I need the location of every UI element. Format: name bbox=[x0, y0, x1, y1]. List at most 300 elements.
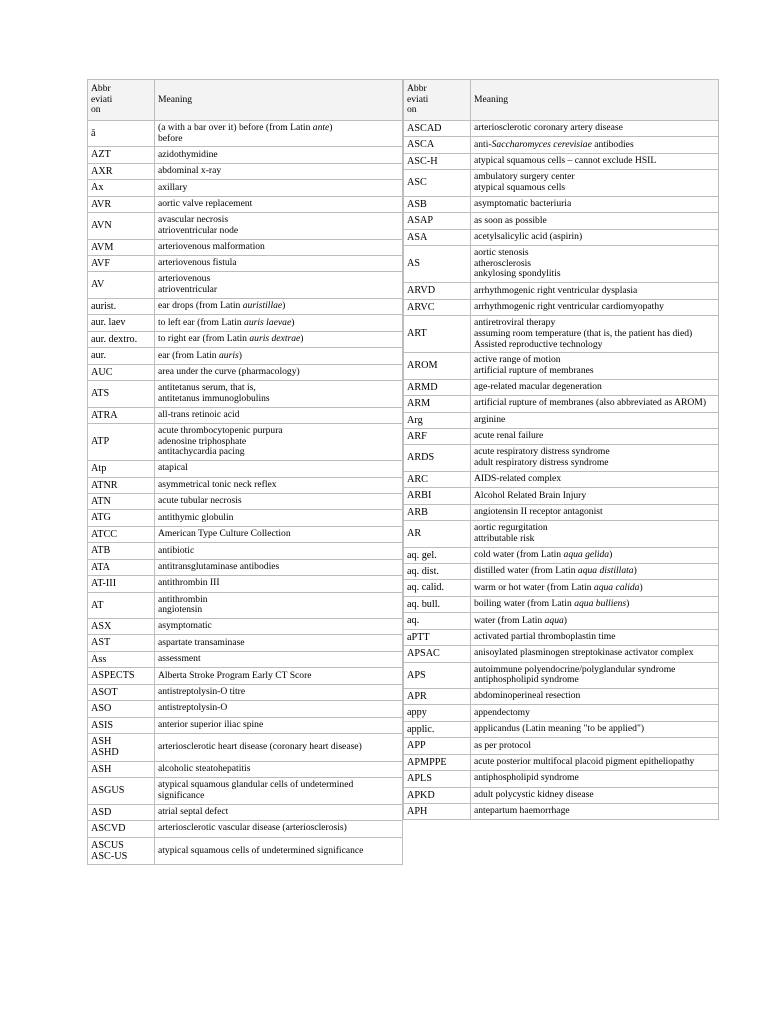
table-row bbox=[404, 471, 719, 487]
abbreviation-table-right bbox=[403, 79, 719, 820]
meaning-cell bbox=[471, 137, 719, 153]
abbreviation-cell: ASX bbox=[88, 618, 155, 634]
abbreviation-cell: AT-III bbox=[88, 576, 155, 592]
meaning-cell bbox=[155, 298, 403, 314]
meaning-cell bbox=[155, 778, 403, 804]
meaning-cell bbox=[471, 596, 719, 612]
meaning-line: warm or hot water (from Latin aqua calida) bbox=[474, 581, 643, 593]
abbreviation-cell: ATCC bbox=[88, 526, 155, 542]
table-row bbox=[88, 837, 403, 865]
abbreviation-cell: ARB bbox=[404, 504, 471, 520]
table-row bbox=[404, 754, 719, 770]
abbreviation-cell: ARBI bbox=[404, 488, 471, 504]
table-row bbox=[404, 547, 719, 563]
meaning-line: acute tubular necrosis bbox=[158, 495, 242, 507]
meaning-line: area under the curve (pharmacology) bbox=[158, 365, 300, 377]
meaning-cell bbox=[471, 689, 719, 705]
meaning-line: abdominoperineal resection bbox=[474, 690, 581, 702]
table-row bbox=[88, 407, 403, 423]
table-row bbox=[404, 689, 719, 705]
header-abbreviation: Abbr eviati on bbox=[404, 80, 471, 121]
abbreviation-cell: ASC-H bbox=[404, 153, 471, 169]
table-row bbox=[88, 315, 403, 331]
table-row bbox=[88, 381, 403, 407]
abbreviation-cell: aq. bull. bbox=[404, 596, 471, 612]
table-row bbox=[404, 379, 719, 395]
abbreviation-cell: aq. gel. bbox=[404, 547, 471, 563]
meaning-line: applicandus (Latin meaning "to be applied") bbox=[474, 723, 645, 735]
abbreviation-cell: ARVC bbox=[404, 299, 471, 315]
table-row bbox=[88, 543, 403, 559]
meaning-cell bbox=[155, 510, 403, 526]
table-row bbox=[88, 635, 403, 651]
meaning-cell bbox=[155, 163, 403, 179]
table-row bbox=[404, 488, 719, 504]
abbreviation-cell: AXR bbox=[88, 163, 155, 179]
meaning-cell bbox=[155, 147, 403, 163]
abbreviation-cell: aq. bbox=[404, 613, 471, 629]
meaning-cell bbox=[155, 635, 403, 651]
abbreviation-cell: AUC bbox=[88, 364, 155, 380]
abbreviation-cell: APR bbox=[404, 689, 471, 705]
table-row bbox=[404, 738, 719, 754]
meaning-cell bbox=[471, 521, 719, 547]
table-row bbox=[88, 778, 403, 804]
meaning-line: azidothymidine bbox=[158, 148, 218, 160]
meaning-cell bbox=[155, 761, 403, 777]
meaning-line: arteriovenous fistula bbox=[158, 257, 237, 269]
table-row bbox=[404, 705, 719, 721]
table-row bbox=[88, 298, 403, 314]
meaning-cell bbox=[155, 121, 403, 147]
meaning-line: antitetanus immunoglobulins bbox=[158, 392, 270, 404]
meaning-line: water (from Latin aqua) bbox=[474, 614, 567, 626]
abbreviation-cell: Ax bbox=[88, 180, 155, 196]
meaning-line: arginine bbox=[474, 413, 506, 425]
meaning-cell bbox=[471, 488, 719, 504]
table-row bbox=[88, 239, 403, 255]
abbreviation-cell: Arg bbox=[404, 412, 471, 428]
meaning-line: antiretroviral therapy bbox=[474, 317, 556, 329]
meaning-cell bbox=[471, 445, 719, 471]
meaning-cell bbox=[155, 213, 403, 239]
meaning-line: arteriovenous malformation bbox=[158, 240, 265, 252]
table-row bbox=[88, 761, 403, 777]
abbreviation-cell: ATN bbox=[88, 493, 155, 509]
meaning-line: axillary bbox=[158, 181, 188, 193]
table-row bbox=[88, 423, 403, 460]
abbreviation-cell: ARM bbox=[404, 396, 471, 412]
meaning-cell bbox=[471, 580, 719, 596]
abbreviation-cell: AROM bbox=[404, 353, 471, 379]
table-row bbox=[88, 717, 403, 733]
meaning-line: activated partial thromboplastin time bbox=[474, 631, 616, 643]
meaning-line: artificial rupture of membranes (also abbreviated as AROM) bbox=[474, 397, 707, 409]
meaning-cell bbox=[471, 153, 719, 169]
table-row bbox=[404, 170, 719, 196]
table-row bbox=[404, 662, 719, 688]
abbreviation-cell: ASD bbox=[88, 804, 155, 820]
meaning-line: acute thrombocytopenic purpura bbox=[158, 424, 283, 436]
meaning-cell bbox=[155, 576, 403, 592]
table-row bbox=[404, 803, 719, 819]
meaning-line: asymptomatic bbox=[158, 620, 212, 632]
table-row bbox=[88, 733, 403, 761]
table-row bbox=[404, 283, 719, 299]
meaning-line: asymmetrical tonic neck reflex bbox=[158, 478, 277, 490]
meaning-line: attributable risk bbox=[474, 532, 535, 544]
meaning-line: American Type Culture Collection bbox=[158, 528, 291, 540]
meaning-cell bbox=[155, 651, 403, 667]
meaning-line: adult respiratory distress syndrome bbox=[474, 457, 609, 469]
meaning-cell bbox=[155, 348, 403, 364]
table-row bbox=[404, 412, 719, 428]
meaning-cell bbox=[471, 316, 719, 353]
meaning-cell bbox=[155, 272, 403, 298]
abbreviation-cell: APP bbox=[404, 738, 471, 754]
meaning-cell bbox=[471, 396, 719, 412]
abbreviation-cell: ASIS bbox=[88, 717, 155, 733]
meaning-line: atypical squamous cells bbox=[474, 182, 566, 193]
abbreviation-cell: ATA bbox=[88, 559, 155, 575]
abbreviation-cell: ASC bbox=[404, 170, 471, 196]
meaning-line: distilled water (from Latin aqua distillata) bbox=[474, 565, 637, 577]
abbreviation-cell: APH bbox=[404, 803, 471, 819]
meaning-line: adult polycystic kidney disease bbox=[474, 788, 594, 800]
meaning-line: antitetanus serum, that is, bbox=[158, 382, 256, 394]
meaning-cell bbox=[155, 717, 403, 733]
meaning-line: arteriosclerotic heart disease (coronary heart disease) bbox=[158, 740, 362, 752]
meaning-line: ear drops (from Latin auristillae) bbox=[158, 300, 286, 312]
meaning-cell bbox=[471, 504, 719, 520]
meaning-cell bbox=[155, 804, 403, 820]
abbreviation-cell: ASOT bbox=[88, 684, 155, 700]
abbreviation-cell: ARDS bbox=[404, 445, 471, 471]
table-row bbox=[404, 596, 719, 612]
meaning-line: AIDS-related complex bbox=[474, 473, 562, 485]
table-row bbox=[404, 246, 719, 283]
abbreviation-cell: AVN bbox=[88, 213, 155, 239]
abbreviation-cell: APMPPE bbox=[404, 754, 471, 770]
meaning-cell bbox=[471, 170, 719, 196]
meaning-cell bbox=[471, 283, 719, 299]
meaning-line: antitachycardia pacing bbox=[158, 446, 245, 458]
meaning-cell bbox=[155, 196, 403, 212]
meaning-cell bbox=[471, 771, 719, 787]
table-row bbox=[88, 163, 403, 179]
table-row bbox=[88, 510, 403, 526]
abbreviation-cell: ASAP bbox=[404, 213, 471, 229]
meaning-cell bbox=[471, 412, 719, 428]
meaning-line: acetylsalicylic acid (aspirin) bbox=[474, 230, 583, 242]
table-header-row bbox=[404, 80, 719, 121]
meaning-line: ambulatory surgery center bbox=[474, 171, 575, 183]
table-row bbox=[404, 504, 719, 520]
meaning-line: abdominal x-ray bbox=[158, 165, 222, 177]
abbreviation-table-left bbox=[87, 79, 403, 865]
table-row bbox=[88, 526, 403, 542]
meaning-line: as per protocol bbox=[474, 739, 532, 751]
table-body-right bbox=[404, 121, 719, 820]
meaning-line: aspartate transaminase bbox=[158, 636, 245, 648]
meaning-cell bbox=[155, 315, 403, 331]
meaning-cell bbox=[471, 471, 719, 487]
abbreviation-cell: ARF bbox=[404, 428, 471, 444]
meaning-line: arrhythmogenic right ventricular dysplasia bbox=[474, 284, 638, 296]
meaning-line: atherosclerosis bbox=[474, 257, 532, 269]
meaning-cell bbox=[155, 701, 403, 717]
meaning-line: arteriovenous bbox=[158, 273, 211, 285]
table-row bbox=[404, 629, 719, 645]
abbreviation-cell: ASCUS ASC-US bbox=[88, 837, 155, 865]
table-row bbox=[88, 592, 403, 618]
meaning-cell bbox=[155, 256, 403, 272]
meaning-line: acute posterior multifocal placoid pigment epitheliopathy bbox=[474, 756, 695, 768]
meaning-line: angiotensin bbox=[158, 604, 203, 616]
meaning-cell bbox=[471, 738, 719, 754]
meaning-cell bbox=[471, 629, 719, 645]
meaning-cell bbox=[471, 213, 719, 229]
table-row bbox=[88, 147, 403, 163]
abbreviation-cell: APSAC bbox=[404, 646, 471, 662]
table-row bbox=[88, 121, 403, 147]
abbreviation-cell: AVF bbox=[88, 256, 155, 272]
abbreviation-cell: AS bbox=[404, 246, 471, 283]
abbreviation-cell: ARMD bbox=[404, 379, 471, 395]
table-row bbox=[88, 331, 403, 347]
meaning-line: assessment bbox=[158, 653, 201, 665]
abbreviation-cell: ASCVD bbox=[88, 821, 155, 837]
abbreviation-cell: AT bbox=[88, 592, 155, 618]
meaning-line: aortic valve replacement bbox=[158, 198, 253, 210]
abbreviation-cell: ASGUS bbox=[88, 778, 155, 804]
table-row bbox=[88, 477, 403, 493]
meaning-line: appendectomy bbox=[474, 706, 530, 718]
meaning-cell bbox=[471, 662, 719, 688]
abbreviation-cell: AVR bbox=[88, 196, 155, 212]
abbreviation-cell: AVM bbox=[88, 239, 155, 255]
meaning-cell bbox=[471, 299, 719, 315]
table-row bbox=[88, 684, 403, 700]
abbreviation-cell: AST bbox=[88, 635, 155, 651]
table-row bbox=[88, 196, 403, 212]
meaning-line: cold water (from Latin aqua gelida) bbox=[474, 548, 613, 560]
meaning-cell bbox=[155, 461, 403, 477]
abbreviation-cell: ASA bbox=[404, 229, 471, 245]
abbreviation-cell: ATP bbox=[88, 423, 155, 460]
meaning-line: atypical squamous cells – cannot exclude HSIL bbox=[474, 155, 657, 167]
meaning-line: antibiotic bbox=[158, 544, 195, 556]
meaning-line: antepartum haemorrhage bbox=[474, 805, 570, 817]
table-row bbox=[404, 153, 719, 169]
abbreviation-cell: aq. dist. bbox=[404, 564, 471, 580]
table-row bbox=[88, 651, 403, 667]
table-row bbox=[404, 521, 719, 547]
meaning-line: all-trans retinoic acid bbox=[158, 408, 240, 420]
meaning-line: antistreptolysin-O titre bbox=[158, 686, 246, 698]
meaning-cell bbox=[471, 613, 719, 629]
meaning-cell bbox=[155, 618, 403, 634]
abbreviation-cell: ARC bbox=[404, 471, 471, 487]
abbreviation-cell: applic. bbox=[404, 721, 471, 737]
abbreviation-cell: AZT bbox=[88, 147, 155, 163]
meaning-cell bbox=[155, 543, 403, 559]
meaning-cell bbox=[471, 646, 719, 662]
meaning-line: adenosine triphosphate bbox=[158, 435, 247, 447]
meaning-cell bbox=[155, 493, 403, 509]
meaning-line: active range of motion bbox=[474, 354, 561, 366]
table-row bbox=[404, 580, 719, 596]
meaning-cell bbox=[471, 121, 719, 137]
meaning-line: antiphospholipid syndrome bbox=[474, 772, 579, 784]
table-row bbox=[88, 272, 403, 298]
table-row bbox=[404, 121, 719, 137]
meaning-cell bbox=[155, 592, 403, 618]
meaning-line: arrhythmogenic right ventricular cardiomyopathy bbox=[474, 300, 664, 312]
meaning-cell bbox=[471, 246, 719, 283]
meaning-cell bbox=[471, 196, 719, 212]
table-row bbox=[404, 564, 719, 580]
table-row bbox=[404, 299, 719, 315]
abbreviation-cell: aPTT bbox=[404, 629, 471, 645]
meaning-cell bbox=[155, 733, 403, 761]
abbreviation-cell: APKD bbox=[404, 787, 471, 803]
meaning-cell bbox=[155, 684, 403, 700]
abbreviation-cell: APLS bbox=[404, 771, 471, 787]
meaning-cell bbox=[155, 668, 403, 684]
meaning-line: ankylosing spondylitis bbox=[474, 268, 561, 280]
meaning-cell bbox=[471, 754, 719, 770]
meaning-cell bbox=[471, 229, 719, 245]
meaning-cell bbox=[471, 705, 719, 721]
table-row bbox=[88, 348, 403, 364]
abbreviation-cell: ARVD bbox=[404, 283, 471, 299]
meaning-cell bbox=[471, 353, 719, 379]
table-row bbox=[404, 396, 719, 412]
table-row bbox=[88, 493, 403, 509]
meaning-line: angiotensin II receptor antagonist bbox=[474, 506, 603, 518]
meaning-line: artificial rupture of membranes bbox=[474, 364, 594, 376]
meaning-cell bbox=[155, 821, 403, 837]
meaning-line: ear (from Latin auris) bbox=[158, 349, 242, 361]
table-row bbox=[88, 180, 403, 196]
meaning-line: aortic stenosis bbox=[474, 247, 529, 258]
meaning-cell bbox=[471, 803, 719, 819]
table-row bbox=[404, 213, 719, 229]
table-row bbox=[404, 771, 719, 787]
meaning-line: asymptomatic bacteriuria bbox=[474, 198, 572, 210]
abbreviation-cell: ATS bbox=[88, 381, 155, 407]
meaning-cell bbox=[155, 407, 403, 423]
meaning-line: anterior superior iliac spine bbox=[158, 718, 264, 730]
abbreviation-cell: AV bbox=[88, 272, 155, 298]
meaning-line: antithrombin III bbox=[158, 577, 220, 589]
table-row bbox=[404, 721, 719, 737]
table-row bbox=[88, 804, 403, 820]
meaning-line: age-related macular degeneration bbox=[474, 381, 602, 393]
meaning-cell bbox=[155, 331, 403, 347]
table-row bbox=[404, 613, 719, 629]
meaning-line: Assisted reproductive technology bbox=[474, 338, 603, 350]
table-row bbox=[404, 353, 719, 379]
table-row bbox=[88, 576, 403, 592]
meaning-line: boiling water (from Latin aqua bulliens) bbox=[474, 598, 630, 610]
table-row bbox=[404, 787, 719, 803]
table-row bbox=[404, 196, 719, 212]
meaning-line: autoimmune polyendocrine/polyglandular syndrome bbox=[474, 663, 676, 675]
abbreviation-cell: APS bbox=[404, 662, 471, 688]
meaning-line: before bbox=[158, 132, 183, 144]
meaning-cell bbox=[471, 787, 719, 803]
meaning-line: atypical squamous glandular cells of undetermined significance bbox=[158, 779, 354, 801]
table-row bbox=[88, 701, 403, 717]
meaning-line: atypical squamous cells of undetermined significance bbox=[158, 844, 364, 856]
meaning-line: Alcohol Related Brain Injury bbox=[474, 489, 587, 501]
meaning-cell bbox=[155, 381, 403, 407]
meaning-line: assuming room temperature (that is, the patient has died) bbox=[474, 327, 693, 339]
abbreviation-cell: appy bbox=[404, 705, 471, 721]
meaning-cell bbox=[155, 526, 403, 542]
meaning-cell bbox=[155, 837, 403, 865]
table-row bbox=[88, 364, 403, 380]
meaning-line: to right ear (from Latin auris dextrae) bbox=[158, 333, 304, 345]
meaning-line: Alberta Stroke Program Early CT Score bbox=[158, 669, 312, 681]
table-row bbox=[88, 256, 403, 272]
abbreviation-cell: aq. calid. bbox=[404, 580, 471, 596]
meaning-line: to left ear (from Latin auris laevae) bbox=[158, 316, 295, 328]
meaning-cell bbox=[471, 547, 719, 563]
meaning-cell bbox=[155, 423, 403, 460]
table-row bbox=[88, 618, 403, 634]
table-body-left bbox=[88, 121, 403, 865]
meaning-cell bbox=[155, 180, 403, 196]
table-row bbox=[88, 668, 403, 684]
table-row bbox=[404, 229, 719, 245]
table-row bbox=[404, 428, 719, 444]
abbreviation-cell: aurist. bbox=[88, 298, 155, 314]
meaning-line: antithrombin bbox=[158, 593, 208, 605]
meaning-line: atrioventricular node bbox=[158, 224, 239, 236]
meaning-line: antiphospholipid syndrome bbox=[474, 674, 579, 686]
table-row bbox=[88, 461, 403, 477]
meaning-line: atrioventricular bbox=[158, 284, 218, 296]
table-row bbox=[404, 316, 719, 353]
abbreviation-cell: ASCA bbox=[404, 137, 471, 153]
abbreviation-cell: ART bbox=[404, 316, 471, 353]
meaning-line: acute renal failure bbox=[474, 430, 544, 442]
meaning-line: antitransglutaminase antibodies bbox=[158, 561, 280, 573]
abbreviation-cell: ASPECTS bbox=[88, 668, 155, 684]
header-meaning: Meaning bbox=[471, 80, 719, 121]
abbreviation-cell: AR bbox=[404, 521, 471, 547]
meaning-line: atapical bbox=[158, 462, 188, 474]
header-meaning: Meaning bbox=[155, 80, 403, 121]
meaning-line: antithymic globulin bbox=[158, 511, 234, 523]
table-row bbox=[88, 559, 403, 575]
meaning-cell bbox=[155, 364, 403, 380]
meaning-line: acute respiratory distress syndrome bbox=[474, 446, 610, 458]
abbreviation-cell: ASCAD bbox=[404, 121, 471, 137]
abbreviation-cell: Atp bbox=[88, 461, 155, 477]
meaning-line: antistreptolysin-O bbox=[158, 702, 228, 714]
abbreviation-cell: ASH ASHD bbox=[88, 733, 155, 761]
table-row bbox=[404, 646, 719, 662]
meaning-line: arteriosclerotic coronary artery disease bbox=[474, 122, 623, 134]
meaning-line: aortic regurgitation bbox=[474, 522, 548, 534]
abbreviation-cell: ATG bbox=[88, 510, 155, 526]
table-row bbox=[88, 213, 403, 239]
table-row bbox=[88, 821, 403, 837]
